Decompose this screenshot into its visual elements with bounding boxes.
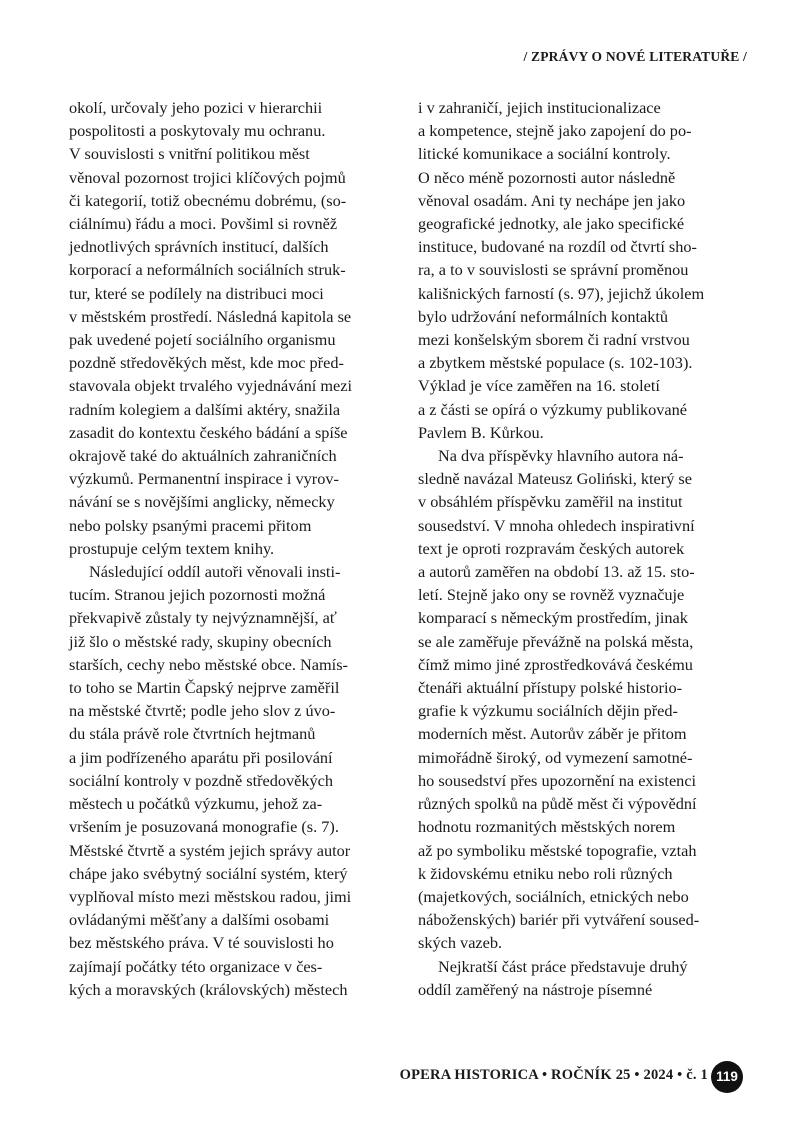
text-line: ra, a to v souvislosti se správní proměnou (418, 260, 689, 280)
text-line: letí. Stejně jako ony se rovněž vyznačuje (418, 585, 685, 605)
text-line: ho sousedství přes upozornění na existenci (418, 770, 697, 790)
text-line: již šlo o městské rady, skupiny obecních (69, 631, 332, 651)
text-line: litické komunikace a sociální kontroly. (418, 144, 671, 164)
text-line: městech u počátků výzkumu, jehož za- (69, 794, 323, 814)
text-line: a autorů zaměřen na období 13. až 15. sto- (418, 562, 695, 582)
text-line: věnoval osadám. Ani ty nechápe jen jako (418, 190, 686, 210)
text-line: a zbytkem městské populace (s. 102-103). (418, 353, 693, 373)
text-line: zasadit do kontextu českého bádání a spíše (69, 422, 348, 442)
text-line: du stála právě role čtvrtních hejtmanů (69, 724, 316, 744)
text-line: moderních měst. Autorův záběr je přitom (418, 724, 687, 744)
text-line-paragraph-start: Nejkratší část práce představuje druhý (438, 956, 688, 976)
text-line: Výklad je více zaměřen na 16. století (418, 376, 660, 396)
text-line: k židovskému etniku nebo roli různých (418, 863, 673, 883)
text-column-right (418, 96, 748, 1001)
text-line: pozdně středověkých měst, kde moc před- (69, 353, 344, 373)
text-line: stavovala objekt trvalého vyjednávání mezi (69, 376, 353, 396)
text-line: hodnotu rozmanitých městských norem (418, 817, 676, 837)
text-line: v městském prostředí. Následná kapitola se (69, 306, 352, 326)
page-number-badge: 119 (711, 1061, 743, 1093)
text-line: (majetkových, sociálních, etnických nebo (418, 886, 689, 906)
text-line: kališnických farností (s. 97), jejichž úkolem (418, 283, 705, 303)
text-line: i v zahraničí, jejich institucionalizace (418, 98, 661, 117)
text-column-left (69, 96, 399, 1001)
text-line: překvapivě zůstaly ty nejvýznamnější, ať (69, 608, 337, 628)
text-line: Městské čtvrtě a systém jejich správy autor (69, 840, 351, 860)
text-line: na městské čtvrtě; podle jeho slov z úvo- (69, 701, 336, 721)
text-line: a z části se opírá o výzkumy publikované (418, 399, 688, 419)
running-head: / ZPRÁVY O NOVÉ LITERATUŘE / (523, 49, 747, 64)
text-line: různých spolků na půdě měst či výpovědní (418, 794, 697, 814)
text-line: čímž mimo jiné zprostředkovává českému (418, 654, 693, 674)
journal-footer: OPERA HISTORICA • ROČNÍK 25 • 2024 • č. 1 (399, 1067, 708, 1083)
text-line: tucím. Stranou jejich pozornosti možná (69, 585, 326, 605)
text-line: vršením je posuzovaná monografie (s. 7). (69, 817, 339, 837)
text-line: mezi konšelským sborem či radní vrstvou (418, 330, 690, 350)
text-line: výzkumů. Permanentní inspirace i vyrov- (69, 469, 339, 489)
text-line: sousedství. V mnoha ohledech inspirativní (418, 515, 695, 535)
text-line: ovládanými měšťany a dalšími osobami (69, 910, 330, 930)
text-line: korporací a neformálních sociálních struk- (69, 260, 346, 280)
text-line: geografické jednotky, ale jako specifické (418, 214, 685, 234)
text-line: okrajově také do aktuálních zahraničních (69, 446, 337, 466)
text-line: text je oproti rozpravám českých autorek (418, 538, 685, 558)
text-line-paragraph-start: Následující oddíl autoři věnovali insti- (89, 562, 341, 582)
text-line: a jim podřízeného aparátu při posilování (69, 747, 333, 767)
text-line-paragraph-start: Na dva příspěvky hlavního autora ná- (438, 446, 684, 466)
text-line: starších, cechy nebo městské obce. Namís- (69, 654, 348, 674)
text-line: až po symboliku městské topografie, vztah (418, 840, 697, 860)
text-line: tur, které se podílely na distribuci moci (69, 283, 324, 303)
text-line: Pavlem B. Kůrkou. (418, 422, 544, 442)
text-line: pak uvedené pojetí sociálního organismu (69, 330, 336, 350)
text-line: V souvislosti s vnitřní politikou měst (69, 144, 310, 164)
text-line: jednotlivých správních institucí, dalších (69, 237, 329, 257)
text-line: instituce, budované na rozdíl od čtvrtí sho- (418, 237, 697, 257)
text-line: radním kolegiem a dalšími aktéry, snažila (69, 399, 341, 419)
text-line: okolí, určovaly jeho pozici v hierarchii (69, 98, 323, 117)
text-line: O něco méně pozornosti autor následně (418, 167, 676, 187)
text-line: vyplňoval místo mezi městskou radou, jimi (69, 886, 352, 906)
text-line: nebo polsky psanými pracemi přitom (69, 515, 312, 535)
text-line: věnoval pozornost trojici klíčových pojmů (69, 167, 346, 187)
text-line: oddíl zaměřený na nástroje písemné (418, 979, 653, 999)
text-line: ciálnímu) řádu a moci. Povšiml si rovněž (69, 214, 338, 234)
text-line: ských vazeb. (418, 933, 503, 953)
text-line: a kompetence, stejně jako zapojení do po- (418, 121, 692, 141)
text-line: to toho se Martin Čapský nejprve zaměřil (69, 678, 340, 698)
text-line: se ale zaměřuje převážně na polská města, (418, 631, 694, 651)
text-line: čtenáři aktuální přístupy polské historio- (418, 678, 683, 698)
text-line: sledně navázal Mateusz Goliński, který se (418, 469, 692, 489)
text-line: či kategorií, totiž obecnému dobrému, (so- (69, 190, 347, 210)
text-line: náboženských) bariér při vytváření soused- (418, 910, 700, 930)
text-line: návání se s novějšími anglicky, německy (69, 492, 335, 512)
text-line: bylo udržování neformálních kontaktů (418, 306, 669, 326)
text-line: chápe jako svébytný sociální systém, který (69, 863, 348, 883)
text-line: prostupuje celým textem knihy. (69, 538, 275, 558)
text-line: v obsáhlém příspěvku zaměřil na institut (418, 492, 683, 512)
text-line: kých a moravských (královských) městech (69, 979, 348, 999)
text-line: mimořádně široký, od vymezení samotné- (418, 747, 693, 767)
text-line: zajímají počátky této organizace v čes- (69, 956, 323, 976)
text-line: grafie k výzkumu sociálních dějin před- (418, 701, 678, 721)
text-line: pospolitosti a poskytovaly mu ochranu. (69, 121, 326, 141)
text-line: komparací s německým prostředím, jinak (418, 608, 688, 628)
text-line: bez městského práva. V té souvislosti ho (69, 933, 334, 953)
text-line: sociální kontroly v pozdně středověkých (69, 770, 334, 790)
